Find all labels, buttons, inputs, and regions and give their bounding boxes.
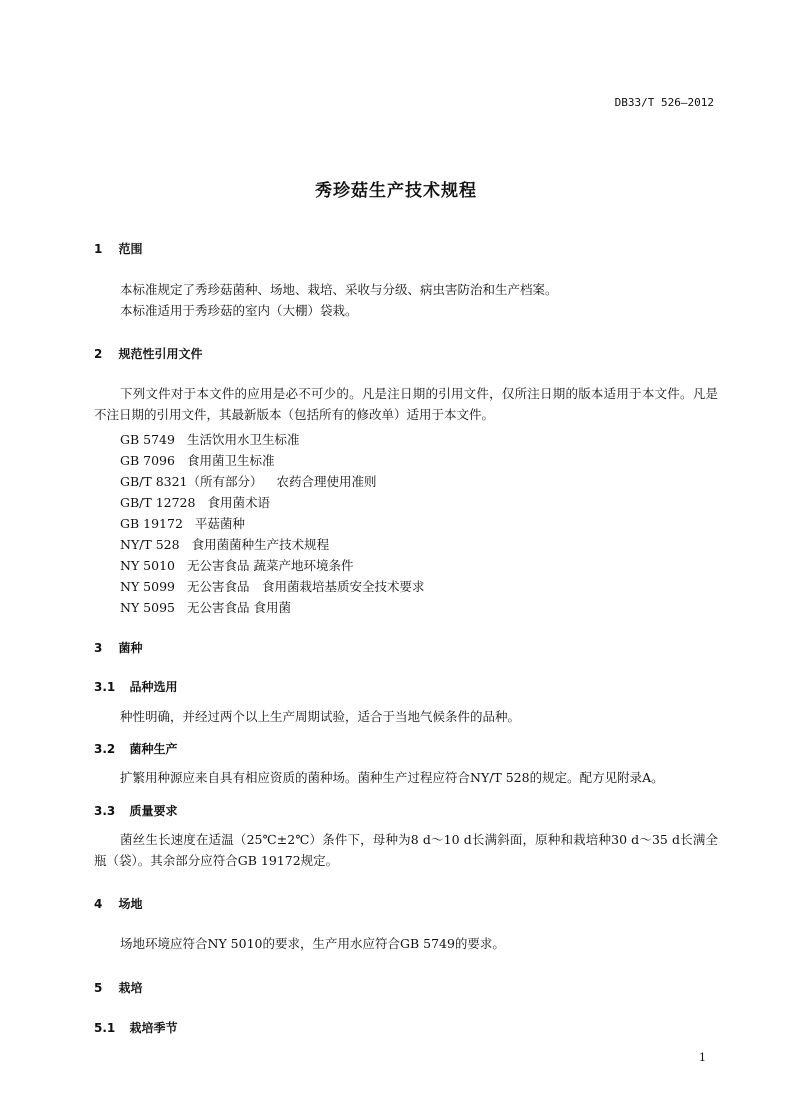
section-number: 3 <box>94 641 103 655</box>
section-1-paragraph-1: 本标准规定了秀珍菇菌种、场地、栽培、采收与分级、病虫害防治和生产档案。 <box>120 282 558 297</box>
reference-item <box>120 535 329 553</box>
section-title: 菌种 <box>118 641 143 655</box>
section-title: 栽培季节 <box>129 1021 178 1035</box>
section-3-2-heading <box>94 740 177 757</box>
section-number: 3.2 <box>94 742 116 756</box>
reference-code: NY 5095 <box>120 600 175 615</box>
section-3-1-paragraph: 种性明确，并经过两个以上生产周期试验，适合于当地气候条件的品种。 <box>120 709 521 724</box>
standard-code: DB33/T 526—2012 <box>614 96 714 109</box>
reference-name: 农药合理使用准则 <box>276 474 377 489</box>
reference-name: 食用菌术语 <box>207 495 270 510</box>
reference-name: 无公害食品 食用菌 <box>186 600 291 615</box>
section-4-heading <box>94 895 143 912</box>
section-number: 4 <box>94 897 103 911</box>
section-title: 规范性引用文件 <box>118 347 203 361</box>
section-3-2-paragraph: 扩繁用种源应来自具有相应资质的菌种场。菌种生产过程应符合NY/T 528的规定。配方见附录A。 <box>120 770 664 785</box>
section-title: 品种选用 <box>129 680 178 694</box>
reference-name: 无公害食品 食用菌栽培基质安全技术要求 <box>186 579 425 594</box>
page-number: 1 <box>699 1051 706 1064</box>
section-number: 1 <box>94 242 103 256</box>
reference-item <box>120 577 425 595</box>
section-number: 3.1 <box>94 680 116 694</box>
reference-name: 食用菌卫生标准 <box>186 453 275 468</box>
section-3-1-heading <box>94 678 177 695</box>
reference-code: GB/T 12728 <box>120 495 196 510</box>
section-1-paragraph-2: 本标准适用于秀珍菇的室内（大棚）袋栽。 <box>120 303 358 318</box>
reference-item <box>120 514 245 532</box>
reference-item <box>120 598 291 616</box>
section-2-heading <box>94 345 203 362</box>
section-3-3-paragraph: 菌丝生长速度在适温（25℃±2℃）条件下，母种为8 d～10 d长满斜面，原种和栽培种30 d～35 d长满全瓶（袋）。其余部分应符合GB 19172规定。 <box>94 832 718 868</box>
section-number: 2 <box>94 347 103 361</box>
reference-item <box>120 493 270 511</box>
reference-code: GB/T 8321（所有部分） <box>120 474 263 489</box>
reference-name: 生活饮用水卫生标准 <box>186 432 300 447</box>
section-title: 栽培 <box>118 981 143 995</box>
reference-code: NY/T 528 <box>120 537 180 552</box>
section-number: 3.3 <box>94 804 116 818</box>
section-title: 范围 <box>118 242 143 256</box>
reference-item <box>120 430 299 448</box>
reference-name: 无公害食品 蔬菜产地环境条件 <box>186 558 354 573</box>
document-title: 秀珍菇生产技术规程 <box>315 181 477 201</box>
reference-item <box>120 451 274 469</box>
section-5-heading <box>94 979 143 996</box>
reference-code: GB 19172 <box>120 516 183 531</box>
reference-code: NY 5010 <box>120 558 175 573</box>
reference-item <box>120 472 377 490</box>
section-2-paragraph: 下列文件对于本文件的应用是必不可少的。凡是注日期的引用文件，仅所注日期的版本适用于本文件。凡是不注日期的引用文件，其最新版本（包括所有的修改单）适用于本文件。 <box>94 386 718 422</box>
reference-code: GB 5749 <box>120 432 175 447</box>
section-3-heading <box>94 639 143 656</box>
reference-item <box>120 556 353 574</box>
reference-code: GB 7096 <box>120 453 175 468</box>
section-5-1-heading <box>94 1019 177 1036</box>
section-1-heading <box>94 240 143 257</box>
section-title: 菌种生产 <box>129 742 178 756</box>
section-title: 场地 <box>118 897 143 911</box>
reference-code: NY 5099 <box>120 579 175 594</box>
section-number: 5.1 <box>94 1021 116 1035</box>
section-3-3-heading <box>94 802 177 819</box>
section-4-paragraph: 场地环境应符合NY 5010的要求，生产用水应符合GB 5749的要求。 <box>120 936 505 951</box>
reference-name: 平菇菌种 <box>194 516 245 531</box>
section-title: 质量要求 <box>129 804 178 818</box>
section-number: 5 <box>94 981 103 995</box>
reference-name: 食用菌菌种生产技术规程 <box>191 537 330 552</box>
